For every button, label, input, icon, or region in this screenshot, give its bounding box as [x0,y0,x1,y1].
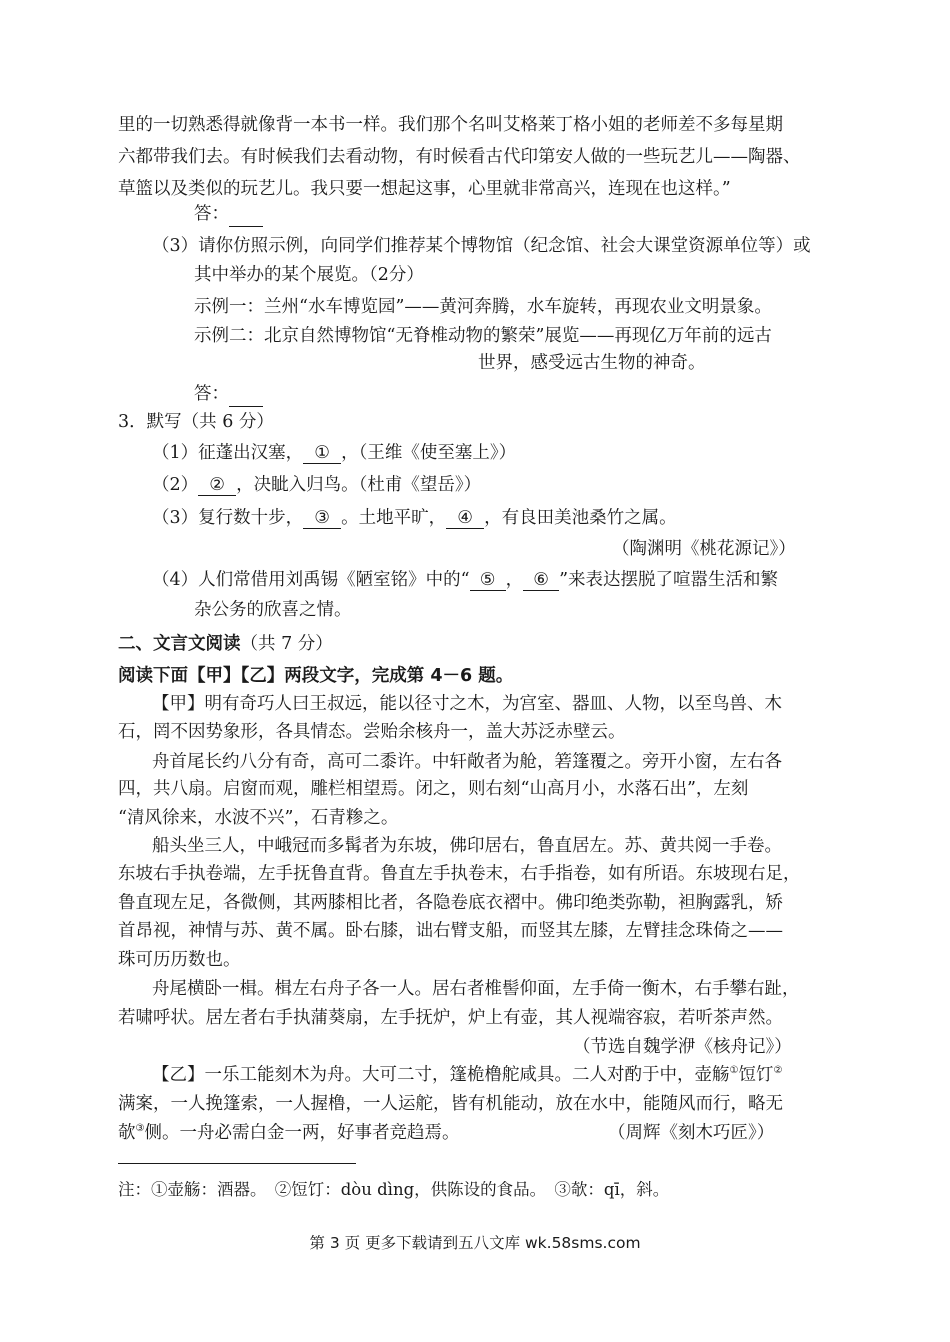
footnote-mark-2: ② [773,1065,783,1077]
q3-item-2 [152,473,481,497]
jia-line: 舟尾横卧一楫。楫左右舟子各一人。居右者椎髻仰面，左手倚一衡木，右手攀右趾， [152,979,800,999]
q3-item-4-line-2: 杂公务的欣喜之情。 [194,600,352,620]
section-2-heading [118,632,333,656]
yi-line-2: 满案，一人挽篷索，一人握橹，一人运舵，皆有机能动，放在水中，能随风而行，略无 [118,1094,783,1114]
answer-line-2 [194,382,263,407]
q3-item-1-prefix: （1）征蓬出汉塞， [152,443,304,463]
answer-label: 答： [194,384,229,404]
yi-line-3 [118,1121,459,1145]
jia-line: 四，共八扇。启窗而观，雕栏相望焉。闭之，则右刻“山高月小，水落石出”，左刻 [118,779,749,799]
q3-item-4-sep: ， [505,570,524,590]
example-2-line-2: 世界，感受远古生物的神奇。 [478,353,706,373]
q3-item-3-prefix: （3）复行数十步， [152,508,304,528]
answer-blank [229,382,263,407]
q3-item-4-prefix: （4）人们常借用刘禹锡《陋室铭》中的“ [152,570,470,590]
jia-source: （节选自魏学洢《核舟记》） [573,1037,792,1057]
jia-line: 【甲】明有奇巧人曰王叔远，能以径寸之木，为宫室、器皿、人物，以至鸟兽、木 [152,694,782,714]
blank-1: ① [303,443,341,464]
jia-line: 若啸呼状。居左者右手执蒲葵扇，左手抚炉，炉上有壶，其人视端容寂，若听茶声然。 [118,1008,783,1028]
blank-4: ④ [446,508,484,529]
yi-source: （周辉《刻木巧匠》） [608,1123,775,1143]
blank-2: ② [198,475,236,496]
intro-line-1: 里的一切熟悉得就像背一本书一样。我们那个名叫艾格莱丁格小姐的老师差不多每星期 [118,115,783,135]
q2-3-line-2: 其中举办的某个展览。（2分） [194,265,424,285]
section-2-title: 二、文言文阅读 [118,634,241,654]
footnote-mark-1: ① [729,1065,739,1077]
blank-3: ③ [303,508,341,529]
q3-item-4 [152,568,778,592]
footnotes: 注：①壶觞：酒器。 ②饾饤：dòu dìng，供陈设的食品。 ③欹：qī，斜。 [118,1180,670,1199]
blank-6: ⑥ [523,570,559,591]
jia-line: “清风徐来，水波不兴”，石青糁之。 [118,808,399,828]
jia-line: 舟首尾长约八分有奇，高可二黍许。中轩敞者为舱，箬篷覆之。旁开小窗，左右各 [152,752,782,772]
footnote-mark-3: ③ [135,1123,145,1135]
q3-title: 3．默写（共 6 分） [118,412,274,432]
q3-item-2-prefix: （2） [152,475,199,495]
yi-line-3-b: 侧。一舟必需白金一两，好事者竞趋焉。 [144,1123,460,1143]
jia-line: 首昂视，神情与苏、黄不属。卧右膝，诎右臂支船，而竖其左膝，左臂挂念珠倚之—— [118,921,783,941]
q2-3-line-1: （3）请你仿照示例，向同学们推荐某个博物馆（纪念馆、社会大课堂资源单位等）或 [152,236,811,256]
answer-label: 答： [194,204,229,224]
yi-line-1 [152,1063,782,1087]
answer-blank [229,202,263,227]
q3-item-3-source: （陶渊明《桃花源记》） [612,539,796,559]
q3-item-4-suffix: ”来表达摆脱了喧嚣生活和繁 [559,570,779,590]
yi-line-1-a: 【乙】一乐工能刻木为舟。大可二寸，篷桅橹舵咸具。二人对酌于中，壶觞 [152,1065,730,1085]
example-2-line-1: 示例二：北京自然博物馆“无脊椎动物的繁荣”展览——再现亿万年前的远古 [194,326,772,346]
page-footer: 第 3 页 更多下载请到五八文库 wk.58sms.com [309,1234,641,1252]
footnote-divider [118,1163,356,1164]
yi-line-1-b: 饾饤 [738,1065,774,1085]
jia-line: 东坡右手执卷端，左手抚鲁直背。鲁直左手执卷末，右手指卷，如有所语。东坡现右足， [118,864,801,884]
intro-line-2: 六都带我们去。有时候我们去看动物，有时候看古代印第安人做的一些玩艺儿——陶器、 [118,147,801,167]
q3-item-3-mid: 。土地平旷， [341,508,447,528]
q3-item-1-suffix: ，（王维《使至塞上》） [341,443,517,463]
jia-line: 石，罔不因势象形，各具情态。尝贻余核舟一，盖大苏泛赤壁云。 [118,722,626,742]
jia-line: 珠可历历数也。 [118,950,241,970]
section-2-score: （共 7 分） [240,634,333,654]
q3-item-3 [152,506,677,530]
blank-5: ⑤ [470,570,506,591]
q3-item-3-suffix: ，有良田美池桑竹之属。 [484,508,677,528]
example-1: 示例一：兰州“水车博览园”——黄河奔腾，水车旋转，再现农业文明景象。 [194,297,772,317]
q3-item-1 [152,441,516,465]
answer-line-1 [194,202,263,227]
instruction: 阅读下面【甲】【乙】两段文字，完成第 4－6 题。 [118,666,514,686]
jia-line: 鲁直现左足，各微侧，其两膝相比者，各隐卷底衣褶中。佛印绝类弥勒，袒胸露乳，矫 [118,893,783,913]
yi-line-3-a: 欹 [118,1123,136,1143]
intro-line-3: 草篮以及类似的玩艺儿。我只要一想起这事，心里就非常高兴，连现在也这样。” [118,179,731,199]
q3-item-2-suffix: ，决眦入归鸟。（杜甫《望岳》） [236,475,482,495]
jia-line: 船头坐三人，中峨冠而多髯者为东坡，佛印居右，鲁直居左。苏、黄共阅一手卷。 [152,836,782,856]
